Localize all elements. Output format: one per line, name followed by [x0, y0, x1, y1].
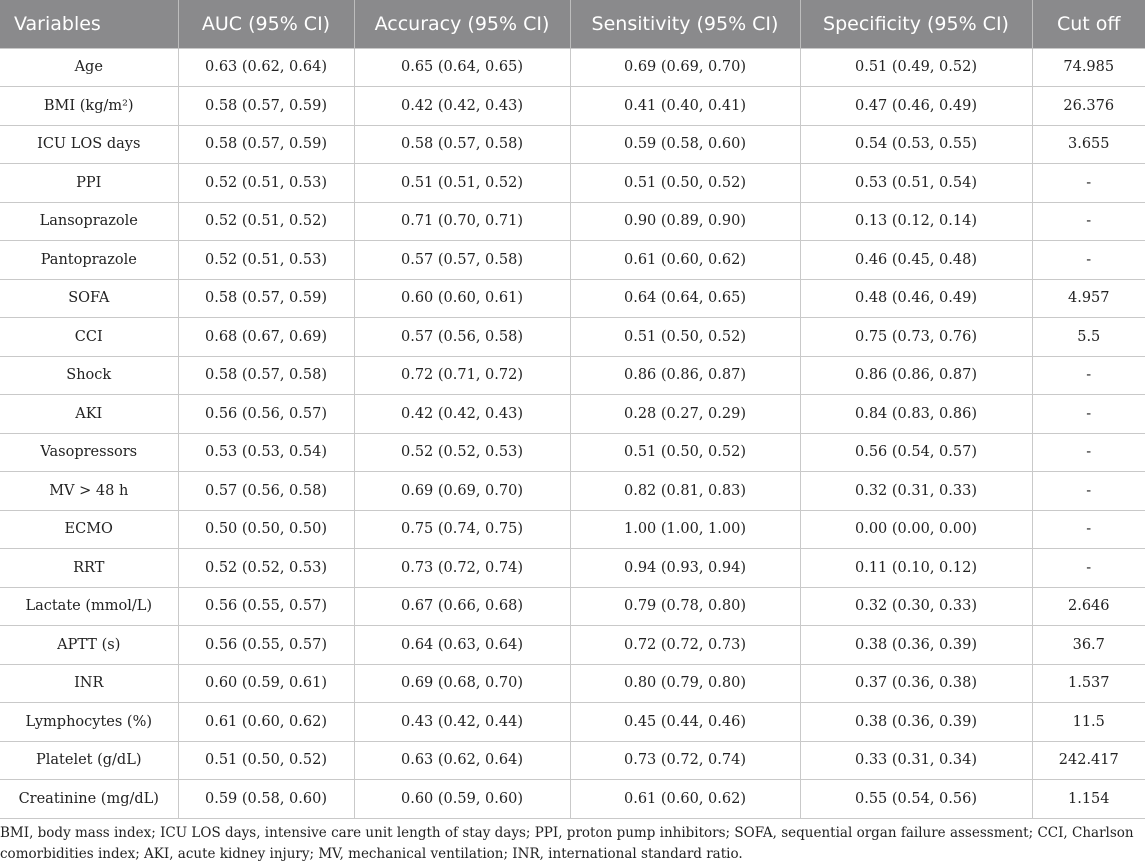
specificity-cell: 0.37 (0.36, 0.38): [800, 664, 1032, 703]
table-row: [0, 125, 1145, 164]
sensitivity-cell: 0.61 (0.60, 0.62): [570, 241, 800, 280]
sensitivity-cell: 0.45 (0.44, 0.46): [570, 703, 800, 742]
sensitivity-cell: 0.69 (0.69, 0.70): [570, 48, 800, 87]
specificity-cell: 0.56 (0.54, 0.57): [800, 433, 1032, 472]
auc-cell: 0.61 (0.60, 0.62): [178, 703, 354, 742]
variable-cell: Vasopressors: [0, 433, 178, 472]
auc-cell: 0.51 (0.50, 0.52): [178, 741, 354, 780]
variable-cell: RRT: [0, 549, 178, 588]
variable-cell: Pantoprazole: [0, 241, 178, 280]
specificity-cell: 0.32 (0.30, 0.33): [800, 587, 1032, 626]
table-row: [0, 279, 1145, 318]
table-row: [0, 202, 1145, 241]
table-row: [0, 510, 1145, 549]
table-footnote: BMI, body mass index; ICU LOS days, intensive care unit length of stay days; PPI, proton pump inhibitors; SOFA, sequential organ failure assessment; CCI, Charlson comorbidities index; AKI, acute kidney injury; MV, mechanical ventilation; INR, international standard ratio.: [0, 824, 1134, 862]
variable-cell: BMI (kg/m²): [0, 87, 178, 126]
variable-cell: AKI: [0, 395, 178, 434]
variable-cell: Platelet (g/dL): [0, 741, 178, 780]
specificity-cell: 0.11 (0.10, 0.12): [800, 549, 1032, 588]
auc-cell: 0.58 (0.57, 0.58): [178, 356, 354, 395]
accuracy-cell: 0.42 (0.42, 0.43): [354, 87, 570, 126]
variable-cell: MV > 48 h: [0, 472, 178, 511]
auc-cell: 0.58 (0.57, 0.59): [178, 279, 354, 318]
accuracy-cell: 0.67 (0.66, 0.68): [354, 587, 570, 626]
cutoff-cell: -: [1032, 510, 1145, 549]
sensitivity-cell: 0.59 (0.58, 0.60): [570, 125, 800, 164]
variable-cell: Lansoprazole: [0, 202, 178, 241]
auc-cell: 0.58 (0.57, 0.59): [178, 87, 354, 126]
cutoff-cell: -: [1032, 164, 1145, 203]
header-auc: AUC (95% CI): [178, 0, 354, 48]
specificity-cell: 0.86 (0.86, 0.87): [800, 356, 1032, 395]
auc-cell: 0.56 (0.55, 0.57): [178, 587, 354, 626]
sensitivity-cell: 0.64 (0.64, 0.65): [570, 279, 800, 318]
specificity-cell: 0.54 (0.53, 0.55): [800, 125, 1032, 164]
specificity-cell: 0.51 (0.49, 0.52): [800, 48, 1032, 87]
cutoff-cell: -: [1032, 472, 1145, 511]
accuracy-cell: 0.52 (0.52, 0.53): [354, 433, 570, 472]
variable-cell: Creatinine (mg/dL): [0, 780, 178, 819]
cutoff-cell: -: [1032, 395, 1145, 434]
cutoff-cell: 5.5: [1032, 318, 1145, 357]
sensitivity-cell: 0.51 (0.50, 0.52): [570, 164, 800, 203]
variable-cell: APTT (s): [0, 626, 178, 665]
sensitivity-cell: 0.82 (0.81, 0.83): [570, 472, 800, 511]
table-row: [0, 626, 1145, 665]
table-row: [0, 472, 1145, 511]
header-specificity: Specificity (95% CI): [800, 0, 1032, 48]
sensitivity-cell: 0.51 (0.50, 0.52): [570, 318, 800, 357]
accuracy-cell: 0.57 (0.57, 0.58): [354, 241, 570, 280]
cutoff-cell: 11.5: [1032, 703, 1145, 742]
sensitivity-cell: 0.79 (0.78, 0.80): [570, 587, 800, 626]
cutoff-cell: -: [1032, 356, 1145, 395]
cutoff-cell: 26.376: [1032, 87, 1145, 126]
accuracy-cell: 0.57 (0.56, 0.58): [354, 318, 570, 357]
accuracy-cell: 0.72 (0.71, 0.72): [354, 356, 570, 395]
table-row: [0, 318, 1145, 357]
specificity-cell: 0.32 (0.31, 0.33): [800, 472, 1032, 511]
header-cutoff: Cut off: [1032, 0, 1145, 48]
auc-cell: 0.56 (0.56, 0.57): [178, 395, 354, 434]
accuracy-cell: 0.63 (0.62, 0.64): [354, 741, 570, 780]
variable-cell: Lactate (mmol/L): [0, 587, 178, 626]
specificity-cell: 0.38 (0.36, 0.39): [800, 626, 1032, 665]
auc-cell: 0.63 (0.62, 0.64): [178, 48, 354, 87]
auc-cell: 0.57 (0.56, 0.58): [178, 472, 354, 511]
auc-cell: 0.53 (0.53, 0.54): [178, 433, 354, 472]
auc-cell: 0.52 (0.51, 0.53): [178, 241, 354, 280]
cutoff-cell: 1.537: [1032, 664, 1145, 703]
header-accuracy: Accuracy (95% CI): [354, 0, 570, 48]
accuracy-cell: 0.42 (0.42, 0.43): [354, 395, 570, 434]
sensitivity-cell: 0.73 (0.72, 0.74): [570, 741, 800, 780]
accuracy-cell: 0.69 (0.68, 0.70): [354, 664, 570, 703]
sensitivity-cell: 0.28 (0.27, 0.29): [570, 395, 800, 434]
accuracy-cell: 0.73 (0.72, 0.74): [354, 549, 570, 588]
header-variables: Variables: [0, 0, 178, 48]
cutoff-cell: 2.646: [1032, 587, 1145, 626]
specificity-cell: 0.84 (0.83, 0.86): [800, 395, 1032, 434]
auc-cell: 0.52 (0.51, 0.53): [178, 164, 354, 203]
cutoff-cell: 74.985: [1032, 48, 1145, 87]
auc-cell: 0.58 (0.57, 0.59): [178, 125, 354, 164]
table-row: [0, 741, 1145, 780]
specificity-cell: 0.47 (0.46, 0.49): [800, 87, 1032, 126]
accuracy-cell: 0.65 (0.64, 0.65): [354, 48, 570, 87]
cutoff-cell: -: [1032, 433, 1145, 472]
accuracy-cell: 0.43 (0.42, 0.44): [354, 703, 570, 742]
auc-cell: 0.52 (0.51, 0.52): [178, 202, 354, 241]
cutoff-cell: 3.655: [1032, 125, 1145, 164]
table-body: [0, 48, 1145, 818]
auc-cell: 0.52 (0.52, 0.53): [178, 549, 354, 588]
accuracy-cell: 0.51 (0.51, 0.52): [354, 164, 570, 203]
specificity-cell: 0.46 (0.45, 0.48): [800, 241, 1032, 280]
specificity-cell: 0.53 (0.51, 0.54): [800, 164, 1032, 203]
cutoff-cell: -: [1032, 549, 1145, 588]
cutoff-cell: 36.7: [1032, 626, 1145, 665]
accuracy-cell: 0.69 (0.69, 0.70): [354, 472, 570, 511]
header-row: [0, 0, 1145, 48]
variable-cell: PPI: [0, 164, 178, 203]
table-row: [0, 164, 1145, 203]
table-row: [0, 87, 1145, 126]
accuracy-cell: 0.58 (0.57, 0.58): [354, 125, 570, 164]
table-row: [0, 780, 1145, 819]
variable-cell: Age: [0, 48, 178, 87]
table-row: [0, 664, 1145, 703]
specificity-cell: 0.55 (0.54, 0.56): [800, 780, 1032, 819]
cutoff-cell: 1.154: [1032, 780, 1145, 819]
table-row: [0, 549, 1145, 588]
cutoff-cell: 4.957: [1032, 279, 1145, 318]
specificity-cell: 0.13 (0.12, 0.14): [800, 202, 1032, 241]
sensitivity-cell: 0.86 (0.86, 0.87): [570, 356, 800, 395]
table-row: [0, 241, 1145, 280]
auc-cell: 0.56 (0.55, 0.57): [178, 626, 354, 665]
variable-cell: INR: [0, 664, 178, 703]
table-row: [0, 356, 1145, 395]
table-row: [0, 48, 1145, 87]
specificity-cell: 0.33 (0.31, 0.34): [800, 741, 1032, 780]
cutoff-cell: -: [1032, 202, 1145, 241]
auc-cell: 0.60 (0.59, 0.61): [178, 664, 354, 703]
auc-cell: 0.50 (0.50, 0.50): [178, 510, 354, 549]
specificity-cell: 0.38 (0.36, 0.39): [800, 703, 1032, 742]
sensitivity-cell: 0.41 (0.40, 0.41): [570, 87, 800, 126]
variable-cell: ECMO: [0, 510, 178, 549]
sensitivity-cell: 0.61 (0.60, 0.62): [570, 780, 800, 819]
accuracy-cell: 0.75 (0.74, 0.75): [354, 510, 570, 549]
sensitivity-cell: 0.94 (0.93, 0.94): [570, 549, 800, 588]
specificity-cell: 0.48 (0.46, 0.49): [800, 279, 1032, 318]
accuracy-cell: 0.71 (0.70, 0.71): [354, 202, 570, 241]
sensitivity-cell: 0.80 (0.79, 0.80): [570, 664, 800, 703]
specificity-cell: 0.00 (0.00, 0.00): [800, 510, 1032, 549]
sensitivity-cell: 1.00 (1.00, 1.00): [570, 510, 800, 549]
variable-cell: ICU LOS days: [0, 125, 178, 164]
sensitivity-cell: 0.90 (0.89, 0.90): [570, 202, 800, 241]
accuracy-cell: 0.64 (0.63, 0.64): [354, 626, 570, 665]
cutoff-cell: 242.417: [1032, 741, 1145, 780]
variable-cell: SOFA: [0, 279, 178, 318]
variable-cell: CCI: [0, 318, 178, 357]
auc-cell: 0.68 (0.67, 0.69): [178, 318, 354, 357]
table-row: [0, 703, 1145, 742]
cutoff-cell: -: [1032, 241, 1145, 280]
auc-cell: 0.59 (0.58, 0.60): [178, 780, 354, 819]
table-row: [0, 433, 1145, 472]
accuracy-cell: 0.60 (0.60, 0.61): [354, 279, 570, 318]
variable-cell: Lymphocytes (%): [0, 703, 178, 742]
table-row: [0, 587, 1145, 626]
sensitivity-cell: 0.72 (0.72, 0.73): [570, 626, 800, 665]
header-sensitivity: Sensitivity (95% CI): [570, 0, 800, 48]
sensitivity-cell: 0.51 (0.50, 0.52): [570, 433, 800, 472]
variable-cell: Shock: [0, 356, 178, 395]
table-row: [0, 395, 1145, 434]
accuracy-cell: 0.60 (0.59, 0.60): [354, 780, 570, 819]
specificity-cell: 0.75 (0.73, 0.76): [800, 318, 1032, 357]
table-header: [0, 0, 1145, 48]
